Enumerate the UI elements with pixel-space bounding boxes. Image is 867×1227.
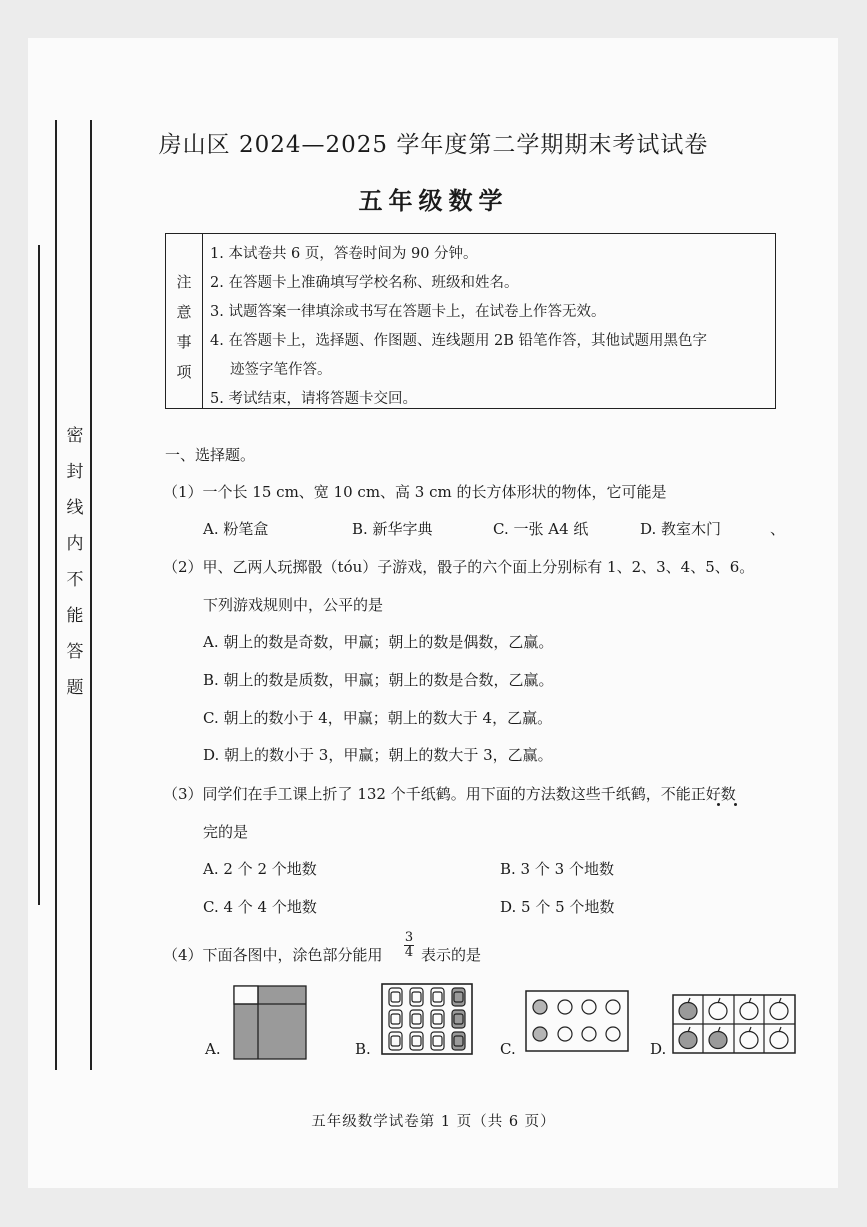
notice-heading-char: 注 xyxy=(176,273,192,291)
seal-char: 线 xyxy=(66,498,84,518)
notice-item: 5. 考试结束，请将答题卡交回。 xyxy=(210,391,417,407)
figure-b-label: B. xyxy=(355,1040,371,1058)
q1-option-b: B. 新华字典 xyxy=(352,520,433,538)
notice-item-continued: 迹签字笔作答。 xyxy=(230,362,332,378)
emphasis-dot xyxy=(717,803,720,806)
figure-a xyxy=(233,985,307,1060)
page-footer: 五年级数学试卷第 1 页（共 6 页） xyxy=(311,1114,556,1130)
fraction-three-quarters xyxy=(404,931,414,960)
margin-line-right xyxy=(90,120,92,1070)
seal-char: 不 xyxy=(66,570,84,590)
question-2-stem: （2）甲、乙两人玩掷骰（tóu）子游戏，骰子的六个面上分别标有 1、2、3、4、5、6。 xyxy=(163,558,755,576)
notice-item: 3. 试题答案一律填涂或书写在答题卡上，在试卷上作答无效。 xyxy=(210,304,606,320)
notice-list xyxy=(210,240,767,414)
fraction-numerator: 3 xyxy=(404,930,414,945)
notice-heading-char: 项 xyxy=(176,363,192,381)
figure-b xyxy=(381,983,473,1055)
q1-option-a: A. 粉笔盒 xyxy=(203,520,269,538)
question-4-stem-end: 表示的是 xyxy=(421,946,482,964)
notice-heading-char: 事 xyxy=(176,333,192,351)
q3-option-a: A. 2 个 2 个地数 xyxy=(203,860,317,878)
page-title: 房山区 2024—2025 学年度第二学期期末考试试卷 xyxy=(158,132,709,158)
q1-option-d: D. 教室木门 xyxy=(640,520,722,538)
q2-option-d: D. 朝上的数小于 3，甲赢；朝上的数大于 3，乙赢。 xyxy=(203,746,553,764)
stray-mark: 、 xyxy=(770,520,786,538)
seal-char: 题 xyxy=(66,678,84,698)
seal-char: 能 xyxy=(66,606,84,626)
question-3-stem: （3）同学们在手工课上折了 132 个千纸鹤。用下面的方法数这些千纸鹤，不能正好数 xyxy=(163,785,736,803)
figure-d xyxy=(672,994,796,1056)
section-heading: 一、选择题。 xyxy=(165,446,256,464)
emphasis-dot xyxy=(734,803,737,806)
question-2-stem-continued: 下列游戏规则中，公平的是 xyxy=(203,596,384,614)
q2-option-c: C. 朝上的数小于 4，甲赢；朝上的数大于 4，乙赢。 xyxy=(203,709,553,727)
question-3-stem-continued: 完的是 xyxy=(203,823,249,841)
seal-line-text xyxy=(62,428,88,716)
notice-item: 2. 在答题卡上准确填写学校名称、班级和姓名。 xyxy=(210,275,519,291)
seal-char: 答 xyxy=(66,642,84,662)
q1-option-c: C. 一张 A4 纸 xyxy=(493,520,589,538)
q3-option-d: D. 5 个 5 个地数 xyxy=(500,898,615,916)
notice-box xyxy=(165,233,776,409)
margin-line-left xyxy=(55,120,57,1070)
question-1-stem: （1）一个长 15 cm、宽 10 cm、高 3 cm 的长方体形状的物体，它可能是 xyxy=(163,483,667,501)
notice-heading-char: 意 xyxy=(176,303,192,321)
question-4-stem: （4）下面各图中，涂色部分能用 xyxy=(163,946,383,964)
figure-d-label: D. xyxy=(650,1040,667,1058)
figure-c-label: C. xyxy=(500,1040,516,1058)
q3-option-c: C. 4 个 4 个地数 xyxy=(203,898,317,916)
seal-char: 封 xyxy=(66,462,84,482)
q2-option-b: B. 朝上的数是质数，甲赢；朝上的数是合数，乙赢。 xyxy=(203,671,554,689)
fraction-denominator: 4 xyxy=(404,945,414,960)
q3-option-b: B. 3 个 3 个地数 xyxy=(500,860,614,878)
figure-c xyxy=(525,990,629,1052)
seal-char: 内 xyxy=(66,534,84,554)
notice-item: 1. 本试卷共 6 页，答卷时间为 90 分钟。 xyxy=(210,246,478,262)
q2-option-a: A. 朝上的数是奇数，甲赢；朝上的数是偶数，乙赢。 xyxy=(203,633,554,651)
margin-line-outer xyxy=(38,245,40,905)
page-subtitle: 五年级数学 xyxy=(358,186,509,215)
notice-heading xyxy=(166,234,203,408)
seal-char: 密 xyxy=(66,426,84,446)
notice-item: 4. 在答题卡上，选择题、作图题、连线题用 2B 铅笔作答，其他试题用黑色字 xyxy=(210,333,708,349)
figure-a-label: A. xyxy=(205,1040,221,1058)
